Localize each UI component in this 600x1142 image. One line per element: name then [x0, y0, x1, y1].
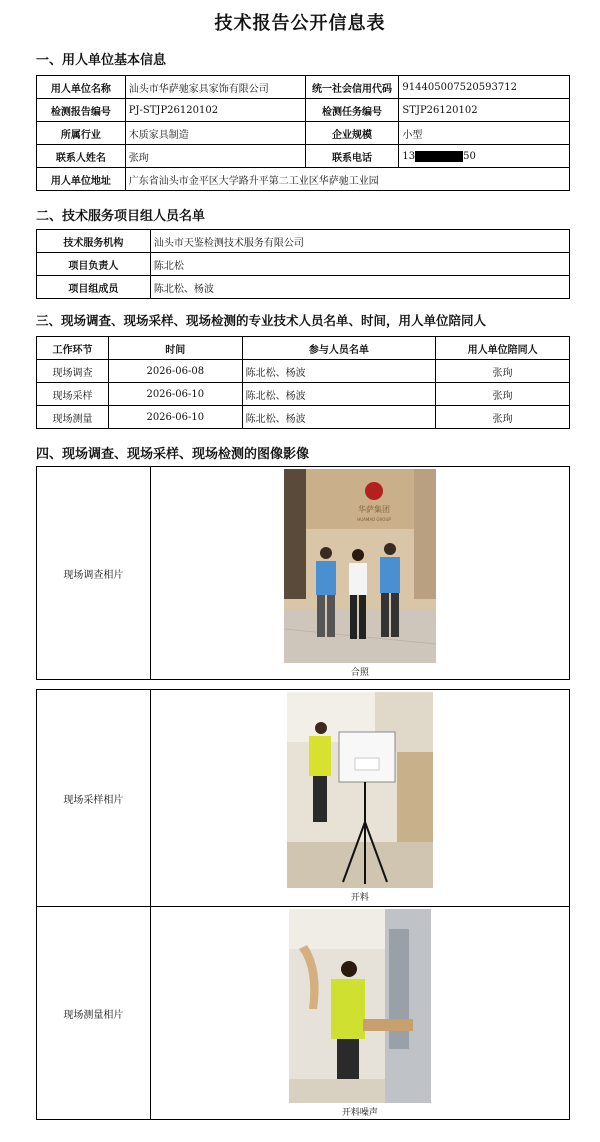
address-value: 广东省汕头市金平区大学路升平第二工业区华萨驰工业园 [125, 168, 569, 191]
team-table [36, 229, 570, 299]
phone-value [399, 145, 570, 168]
contact-label: 联系人姓名 [37, 145, 126, 168]
survey-photo-cell [150, 467, 569, 680]
people-cell: 陈北松、杨波 [242, 406, 436, 429]
schedule-table [36, 336, 570, 429]
document-title: 技术报告公开信息表 [214, 13, 386, 34]
members-label: 项目组成员 [37, 276, 151, 299]
sign-subtext: HUAMAO GROUP [357, 517, 391, 522]
task-no-value: STJP26120102 [399, 99, 570, 122]
survey-photo-label: 现场调查相片 [37, 467, 151, 680]
date-cell: 2026-06-10 [108, 406, 242, 429]
section-4-heading: 四、现场调查、现场采样、现场检测的图像影像 [36, 447, 310, 462]
scale-value: 小型 [399, 122, 570, 145]
company-label: 用人单位名称 [37, 76, 126, 99]
phone-prefix: 13 [402, 150, 416, 162]
members-value: 陈北松、杨波 [150, 276, 569, 299]
org-label: 技术服务机构 [37, 230, 151, 253]
phone-label: 联系电话 [305, 145, 399, 168]
sampling-photo-image [287, 692, 433, 888]
report-no-value: PJ-STJP26120102 [125, 99, 305, 122]
sampling-photo-caption: 开料 [350, 893, 369, 903]
survey-photo-caption: 合照 [350, 668, 369, 678]
sign-text: 华萨集团 [357, 505, 390, 514]
industry-value: 木质家具制造 [125, 122, 305, 145]
sampling-photo-label: 现场采样相片 [37, 690, 151, 907]
leader-value: 陈北松 [150, 253, 569, 276]
measure-photo-image [289, 909, 431, 1103]
company-value: 汕头市华萨驰家具家饰有限公司 [125, 76, 305, 99]
table-row [37, 383, 570, 406]
stage-cell: 现场测量 [37, 406, 109, 429]
header-time: 时间 [108, 337, 242, 360]
measure-photo-caption: 开料噪声 [341, 1108, 378, 1118]
industry-label: 所属行业 [37, 122, 126, 145]
date-cell: 2026-06-08 [108, 360, 242, 383]
address-label: 用人单位地址 [37, 168, 126, 191]
section-3-heading: 三、现场调查、现场采样、现场检测的专业技术人员名单、时间，用人单位陪同人 [36, 313, 487, 328]
leader-label: 项目负责人 [37, 253, 151, 276]
sampling-photo-cell [150, 690, 569, 907]
sampling-measure-photo-table [36, 689, 570, 1120]
measure-photo-label: 现场测量相片 [37, 907, 151, 1120]
scale-label: 企业规模 [305, 122, 399, 145]
header-people: 参与人员名单 [242, 337, 436, 360]
stage-cell: 现场调查 [37, 360, 109, 383]
stage-cell: 现场采样 [37, 383, 109, 406]
basic-info-table [36, 75, 570, 191]
header-escort: 用人单位陪同人 [436, 337, 570, 360]
escort-cell: 张珣 [436, 360, 570, 383]
redaction-bar [415, 151, 463, 162]
people-cell: 陈北松、杨波 [242, 360, 436, 383]
org-value: 汕头市天鉴检测技术服务有限公司 [150, 230, 569, 253]
credit-value: 914405007520593712 [399, 76, 570, 99]
date-cell: 2026-06-10 [108, 383, 242, 406]
survey-photo-table [36, 466, 570, 680]
escort-cell: 张珣 [436, 383, 570, 406]
table-row [37, 360, 570, 383]
header-stage: 工作环节 [37, 337, 109, 360]
contact-value: 张珣 [125, 145, 305, 168]
report-no-label: 检测报告编号 [37, 99, 126, 122]
phone-suffix: 50 [463, 150, 476, 162]
people-cell: 陈北松、杨波 [242, 383, 436, 406]
task-no-label: 检测任务编号 [305, 99, 399, 122]
measure-photo-cell [150, 907, 569, 1120]
section-1-heading: 一、用人单位基本信息 [36, 53, 167, 68]
section-2-heading: 二、技术服务项目组人员名单 [36, 209, 206, 224]
table-row [37, 406, 570, 429]
credit-label: 统一社会信用代码 [305, 76, 399, 99]
group-photo-image [284, 469, 436, 663]
escort-cell: 张珣 [436, 406, 570, 429]
